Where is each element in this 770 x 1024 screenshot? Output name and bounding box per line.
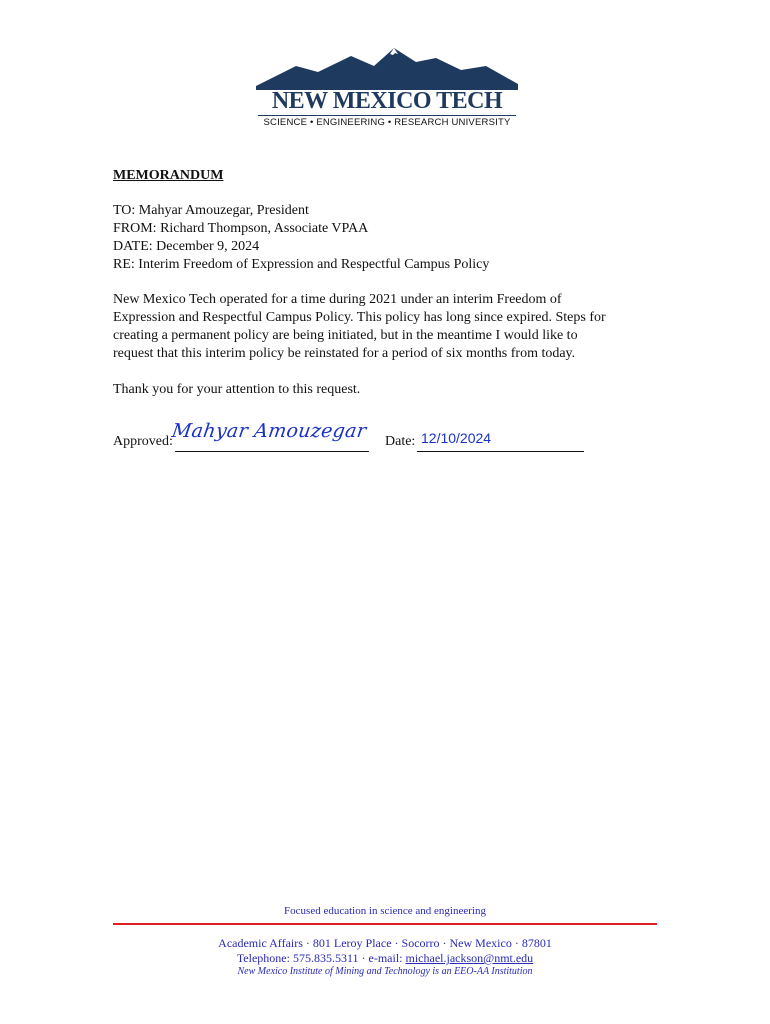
approved-label: Approved:	[113, 434, 173, 449]
memo-heading: MEMORANDUM	[113, 168, 224, 183]
date-label: Date:	[385, 434, 416, 449]
body-line: request that this interim policy be reinstated for a period of six months from today.	[113, 346, 576, 361]
mountain-logo-icon	[256, 46, 518, 90]
memo-re: RE: Interim Freedom of Expression and Respectful Campus Policy	[113, 257, 490, 272]
footer-phone: Telephone: 575.835.5311 · e-mail:	[236, 951, 406, 965]
footer-institution: New Mexico Institute of Mining and Technology is an EEO-AA Institution	[237, 966, 533, 977]
logo-name: NEW MEXICO TECH	[271, 88, 503, 114]
date-line	[417, 451, 584, 452]
signature-line	[175, 451, 369, 452]
memo-to: TO: Mahyar Amouzegar, President	[113, 203, 309, 218]
memo-date: DATE: December 9, 2024	[113, 239, 260, 254]
university-logo	[256, 46, 518, 128]
footer-contact	[0, 951, 770, 966]
logo-tagline: SCIENCE • ENGINEERING • RESEARCH UNIVERSITY	[263, 117, 511, 128]
body-line: Expression and Respectful Campus Policy. This policy has long since expired. Steps for	[113, 310, 606, 325]
memo-body	[113, 291, 673, 363]
memo-from: FROM: Richard Thompson, Associate VPAA	[113, 221, 369, 236]
email-link[interactable]: michael.jackson@nmt.edu	[405, 951, 534, 965]
body-line: creating a permanent policy are being initiated, but in the meantime I would like to	[113, 328, 578, 343]
signature: Mahyar Amouzegar	[170, 420, 368, 442]
date-value: 12/10/2024	[421, 430, 492, 446]
footer-tagline: Focused education in science and engineering	[284, 905, 486, 917]
body-line: New Mexico Tech operated for a time during 2021 under an interim Freedom of	[113, 292, 562, 307]
footer-address: Academic Affairs · 801 Leroy Place · Socorro · New Mexico · 87801	[218, 936, 552, 950]
footer-divider	[113, 923, 657, 925]
logo-divider	[258, 115, 516, 116]
memo-thanks: Thank you for your attention to this request.	[113, 382, 361, 397]
